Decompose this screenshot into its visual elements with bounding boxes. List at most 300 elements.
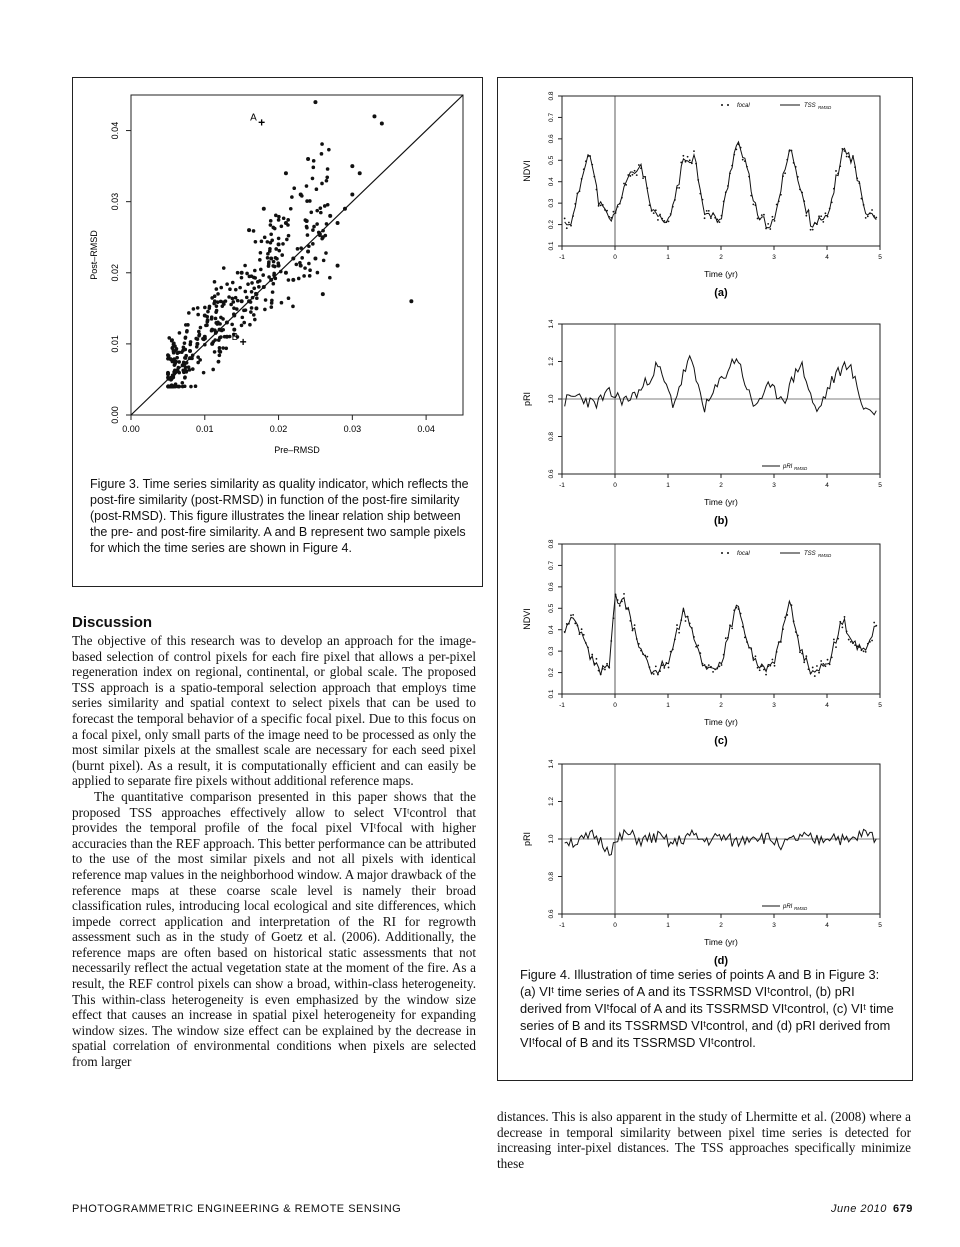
- scatter-point: [177, 385, 181, 389]
- scatter-point: [300, 194, 304, 198]
- panel-label: (a): [714, 287, 728, 299]
- focal-point: [769, 665, 771, 667]
- scatter-point: [302, 274, 306, 278]
- scatter-point: [253, 276, 257, 280]
- scatter-point: [315, 187, 319, 191]
- scatter-point: [308, 199, 312, 203]
- scatter-point: [326, 167, 330, 171]
- discussion-paragraph-2: The quantitative comparison presented in this paper shows that the proposed TSS approaches effectively allow to select VIᵗcontrol that provides the temporal profile of the focal pixel VIᵗfocal with higher accuracies than the REF approach. This better performance can be attributed to the use of the most similar pixels and not all pixels with identical reference map values in the neighborhood window. A major drawback of the reference maps at these coarse scale level is namely their broad classification rules, introducing local ecological and site differences, which impede correct application and interpretation of the RI for regrowth assessment such as in the study of Goetz et al. (2006). Additionally, the reference maps are often based on historical static assessments that not necessarily reflect the actual vegetation state at the moment of the fire. As a result, the REF control pixels can show a broad, within-class heterogeneity. This within-class heterogeneity is even emphasized by the window size effect that causes an increase in spatial pixel heterogeneity for expanding window sizes. The window size effect can be explained by the decrease in spatial correlation of environmental conditions when pixels are selected from larger: [72, 788, 476, 1070]
- focal-point: [585, 642, 587, 644]
- scatter-point: [285, 238, 289, 242]
- y-tick-label: 1.2: [548, 796, 555, 807]
- focal-point: [723, 654, 725, 656]
- scatter-point: [167, 354, 171, 358]
- focal-point: [649, 666, 651, 668]
- x-tick-label: 4: [825, 702, 829, 709]
- focal-point: [727, 637, 729, 639]
- focal-point: [784, 172, 786, 174]
- scatter-point: [271, 290, 275, 294]
- scatter-point: [219, 350, 223, 354]
- x-tick-label: 2: [719, 482, 723, 489]
- scatter-point: [173, 349, 177, 353]
- focal-point: [744, 160, 746, 162]
- scatter-point: [253, 269, 257, 273]
- focal-point: [750, 195, 752, 197]
- x-tick-label: 0.00: [122, 424, 140, 434]
- scatter-point: [289, 207, 293, 211]
- focal-point: [861, 198, 863, 200]
- focal-point: [829, 663, 831, 665]
- scatter-point: [270, 238, 274, 242]
- focal-point: [682, 155, 684, 157]
- scatter-point: [184, 323, 188, 327]
- focal-point: [568, 222, 570, 224]
- focal-point: [786, 159, 788, 161]
- focal-point: [636, 638, 638, 640]
- left-column-text: [72, 633, 476, 1070]
- series-line-pri_rmsd: [565, 829, 877, 855]
- scatter-point: [177, 360, 181, 364]
- focal-point: [678, 632, 680, 634]
- focal-point: [596, 658, 598, 660]
- focal-point: [604, 669, 606, 671]
- focal-point: [602, 668, 604, 670]
- scatter-point: [196, 313, 200, 317]
- scatter-point: [225, 321, 229, 325]
- focal-point: [693, 150, 695, 152]
- focal-point: [653, 673, 655, 675]
- annotation-marker: +: [239, 335, 247, 350]
- scatter-point: [224, 346, 228, 350]
- focal-point: [805, 215, 807, 217]
- focal-point: [867, 216, 869, 218]
- focal-point: [757, 667, 759, 669]
- x-tick-label: 3: [772, 702, 776, 709]
- scatter-point: [380, 121, 384, 125]
- scatter-point: [325, 179, 329, 183]
- focal-point: [873, 622, 875, 624]
- focal-point: [663, 220, 665, 222]
- figure-4-panel-b: [498, 306, 912, 531]
- scatter-point: [169, 358, 173, 362]
- focal-point: [574, 623, 576, 625]
- focal-point: [731, 628, 733, 630]
- focal-point: [820, 215, 822, 217]
- scatter-point: [214, 310, 218, 314]
- focal-point: [666, 221, 668, 223]
- scatter-point: [218, 346, 222, 350]
- focal-point: [837, 173, 839, 175]
- focal-point: [805, 655, 807, 657]
- focal-point: [568, 623, 570, 625]
- x-tick-label: -1: [559, 482, 565, 489]
- y-tick-label: 1.4: [548, 759, 555, 769]
- focal-point: [697, 645, 699, 647]
- scatter-point: [192, 307, 196, 311]
- legend-pri-label: pRI: [783, 904, 793, 910]
- focal-point: [682, 610, 684, 612]
- scatter-point: [284, 171, 288, 175]
- focal-point: [699, 652, 701, 654]
- focal-point: [776, 651, 778, 653]
- x-tick-label: -1: [559, 702, 565, 709]
- focal-point: [621, 197, 623, 199]
- focal-point: [803, 661, 805, 663]
- scatter-point: [174, 385, 178, 389]
- scatter-point: [320, 152, 324, 156]
- scatter-point: [280, 301, 284, 305]
- focal-point: [615, 212, 617, 214]
- scatter-point: [254, 292, 258, 296]
- focal-point: [598, 670, 600, 672]
- scatter-point: [315, 209, 319, 213]
- scatter-point: [214, 331, 218, 335]
- scatter-point: [251, 296, 255, 300]
- annotation-label-a: A: [250, 112, 257, 124]
- focal-point: [769, 228, 771, 230]
- y-tick-label: 0.5: [548, 155, 555, 165]
- scatter-point: [173, 372, 177, 376]
- scatter-point: [308, 268, 312, 272]
- scatter-point: [277, 242, 281, 246]
- focal-point: [738, 608, 740, 610]
- scatter-point: [256, 280, 260, 284]
- scatter-point: [303, 266, 307, 270]
- scatter-point: [213, 338, 217, 342]
- focal-point: [767, 223, 769, 225]
- focal-point: [661, 664, 663, 666]
- scatter-point: [228, 287, 232, 291]
- scatter-point: [215, 287, 219, 291]
- focal-point: [608, 216, 610, 218]
- focal-point: [784, 616, 786, 618]
- scatter-point: [328, 276, 332, 280]
- legend-focal-label: focal: [737, 551, 750, 557]
- focal-point: [848, 639, 850, 641]
- legend-pri-subscript: RMSD: [794, 906, 808, 911]
- scatter-point: [290, 195, 294, 199]
- figure-4-panel-d: [498, 746, 912, 971]
- focal-point: [729, 173, 731, 175]
- focal-point: [712, 213, 714, 215]
- y-axis-label: Post–RMSD: [89, 230, 99, 280]
- scatter-point: [313, 257, 317, 261]
- scatter-point: [313, 100, 317, 104]
- focal-point: [856, 645, 858, 647]
- figure-3-box: [72, 77, 483, 587]
- scatter-point: [177, 366, 181, 370]
- focal-point: [788, 150, 790, 152]
- scatter-point: [213, 350, 217, 354]
- x-tick-label: 5: [878, 482, 882, 489]
- focal-point: [755, 655, 757, 657]
- y-tick-label: 0.2: [548, 220, 555, 230]
- scatter-point: [190, 357, 194, 361]
- scatter-point: [286, 218, 290, 222]
- scatter-point: [241, 316, 245, 320]
- x-tick-label: 3: [772, 254, 776, 261]
- scatter-point: [350, 193, 354, 197]
- x-tick-label: 5: [878, 922, 882, 929]
- scatter-point: [185, 329, 189, 333]
- scatter-point: [264, 298, 268, 302]
- focal-point: [702, 663, 704, 665]
- focal-point: [725, 637, 727, 639]
- focal-point: [740, 147, 742, 149]
- focal-point: [865, 651, 867, 653]
- y-tick-label: 1.0: [548, 394, 555, 404]
- focal-point: [640, 650, 642, 652]
- focal-point: [564, 631, 566, 633]
- focal-point: [871, 640, 873, 642]
- scatter-point: [255, 296, 259, 300]
- scatter-point: [266, 240, 270, 244]
- focal-point: [723, 201, 725, 203]
- legend-focal-marker: [721, 104, 723, 106]
- focal-point: [608, 667, 610, 669]
- focal-point: [712, 671, 714, 673]
- legend-focal-marker: [727, 552, 729, 554]
- discussion-paragraph-1: The objective of this research was to develop an approach for the image-based selection of control pixels for each fire pixel that allows a per-pixel regeneration index on regional, continental, or global scale. The proposed TSS approach is a spatio-temporal selection approach that employs time series similarity and spatial context to select pixels that can be used to forecast the temporal behavior of a specific focal pixel. Due to this focus on a focal pixel, only small parts of the image need to be processed as only the most similar pixels at the smallest scale are necessary for each seed pixel (burnt pixel). As a result, it is computationally efficient and can easily be applied to separate fire pixels without additional reference maps.: [72, 633, 476, 789]
- focal-point: [772, 659, 774, 661]
- focal-point: [825, 212, 827, 214]
- focal-point: [833, 188, 835, 190]
- focal-point: [850, 160, 852, 162]
- scatter-point: [210, 317, 214, 321]
- panel-label: (d): [713, 955, 729, 967]
- scatter-point: [195, 345, 199, 349]
- x-tick-label: 1: [666, 482, 670, 489]
- scatter-point: [248, 275, 252, 279]
- focal-point: [816, 223, 818, 225]
- scatter-point: [328, 214, 332, 218]
- scatter-point: [305, 184, 309, 188]
- scatter-point: [191, 367, 195, 371]
- scatter-point: [358, 171, 362, 175]
- focal-point: [746, 641, 748, 643]
- focal-point: [772, 216, 774, 218]
- focal-point: [680, 162, 682, 164]
- focal-point: [776, 204, 778, 206]
- scatter-point: [216, 321, 220, 325]
- scatter-point: [216, 292, 220, 296]
- scatter-point: [189, 385, 193, 389]
- scatter-point: [321, 229, 325, 233]
- x-tick-label: 3: [772, 482, 776, 489]
- scatter-point: [242, 309, 246, 313]
- focal-point: [755, 204, 757, 206]
- scatter-point: [274, 256, 278, 260]
- focal-point: [680, 619, 682, 621]
- focal-point: [850, 641, 852, 643]
- scatter-point: [223, 335, 227, 339]
- scatter-point: [270, 301, 274, 305]
- focal-point: [793, 620, 795, 622]
- focal-point: [623, 593, 625, 595]
- scatter-point: [252, 287, 256, 291]
- scatter-point: [167, 336, 171, 340]
- scatter-point: [272, 282, 276, 286]
- scatter-point: [311, 242, 315, 246]
- scatter-point: [266, 252, 270, 256]
- focal-point: [822, 663, 824, 665]
- focal-point: [708, 210, 710, 212]
- focal-point: [782, 175, 784, 177]
- scatter-point: [281, 242, 285, 246]
- scatter-point: [257, 285, 261, 289]
- scatter-point: [298, 261, 302, 265]
- focal-point: [742, 159, 744, 161]
- scatter-point: [270, 305, 274, 309]
- scatter-point: [277, 218, 281, 222]
- focal-point: [827, 659, 829, 661]
- x-tick-label: 0: [613, 254, 617, 261]
- scatter-point: [259, 251, 263, 255]
- focal-point: [797, 176, 799, 178]
- scatter-point: [350, 164, 354, 168]
- focal-point: [659, 214, 661, 216]
- scatter-point: [322, 259, 326, 263]
- scatter-point: [174, 360, 178, 364]
- scatter-point: [311, 228, 315, 232]
- focal-point: [846, 156, 848, 158]
- scatter-point: [274, 247, 278, 251]
- focal-point: [869, 641, 871, 643]
- focal-point: [710, 217, 712, 219]
- focal-point: [827, 216, 829, 218]
- x-tick-label: 0.04: [417, 424, 435, 434]
- y-tick-label: 0.8: [548, 871, 555, 882]
- scatter-point: [268, 247, 272, 251]
- y-tick-label: 0.6: [548, 582, 555, 592]
- figure-3-caption: Figure 3. Time series similarity as quality indicator, which reflects the post-fire similarity (post-RMSD) in function of the post-fire similarity (post-RMSD). This figure illustrates the linear relation ship between the pre- and post-fire similarity. A and B represent two sample pixels for which the time series are shown in Figure 4.: [90, 477, 469, 555]
- focal-point: [763, 669, 765, 671]
- footer-journal: PHOTOGRAMMETRIC ENGINEERING & REMOTE SENSING: [72, 1203, 402, 1215]
- scatter-point: [336, 221, 340, 225]
- scatter-point: [225, 282, 229, 286]
- scatter-point: [291, 257, 295, 261]
- focal-point: [863, 204, 865, 206]
- focal-point: [725, 191, 727, 193]
- y-axis-label: pRI: [522, 831, 532, 847]
- focal-point: [627, 174, 629, 176]
- scatter-point: [307, 262, 311, 266]
- scatter-point: [183, 375, 187, 379]
- x-axis-label: Time (yr): [704, 269, 738, 279]
- x-tick-label: 0.03: [343, 424, 362, 434]
- focal-point: [841, 148, 843, 150]
- y-tick-label: 0.04: [110, 121, 120, 140]
- focal-point: [808, 210, 810, 212]
- scatter-point: [306, 249, 310, 253]
- scatter-point: [201, 337, 205, 341]
- x-tick-label: 0: [613, 922, 617, 929]
- scatter-point: [222, 266, 226, 270]
- scatter-point: [277, 215, 281, 219]
- scatter-point: [262, 207, 266, 211]
- scatter-point: [214, 317, 218, 321]
- scatter-point: [183, 384, 187, 388]
- scatter-point: [309, 211, 313, 215]
- x-tick-label: 1: [666, 254, 670, 261]
- focal-point: [666, 662, 668, 664]
- scatter-point: [216, 300, 220, 304]
- scatter-point: [245, 272, 249, 276]
- focal-point: [735, 607, 737, 609]
- scatter-point: [238, 286, 242, 290]
- focal-point: [574, 203, 576, 205]
- scatter-point: [312, 159, 316, 163]
- x-tick-label: -1: [559, 254, 565, 261]
- x-axis-label: Time (yr): [704, 717, 738, 727]
- focal-point: [733, 154, 735, 156]
- scatter-point: [208, 305, 212, 309]
- focal-point: [780, 194, 782, 196]
- focal-point: [606, 210, 608, 212]
- scatter-point: [236, 271, 240, 275]
- figure-4-caption: Figure 4. Illustration of time series of points A and B in Figure 3: (a) VIᵗ time series of A and its TSSRMSD VIᵗcontrol, (b) pRI derived from VIᵗfocal of A and its TSSRMSD VIᵗcontrol, (c) VIᵗ time series of B and its TSSRMSD VIᵗcontrol, and (d) pRI derived from VIᵗfocal of B and its TSSRMSD VIᵗcontrol.: [520, 967, 894, 1050]
- focal-point: [825, 665, 827, 667]
- scatter-point: [305, 219, 309, 223]
- focal-point: [820, 660, 822, 662]
- focal-point: [856, 177, 858, 179]
- focal-point: [765, 674, 767, 676]
- scatter-point: [203, 343, 207, 347]
- scatter-point: [267, 275, 271, 279]
- focal-point: [699, 193, 701, 195]
- focal-point: [591, 164, 593, 166]
- scatter-point: [234, 288, 238, 292]
- x-tick-label: 4: [825, 922, 829, 929]
- focal-point: [706, 210, 708, 212]
- x-tick-label: 0.02: [269, 424, 288, 434]
- scatter-point: [324, 234, 328, 238]
- scatter-point: [272, 260, 276, 264]
- scatter-point: [181, 381, 185, 385]
- focal-point: [576, 193, 578, 195]
- focal-point: [742, 626, 744, 628]
- focal-point: [674, 638, 676, 640]
- scatter-point: [221, 317, 225, 321]
- focal-point: [687, 616, 689, 618]
- focal-point: [863, 650, 865, 652]
- focal-point: [763, 214, 765, 216]
- legend-tss-subscript: RMSD: [818, 105, 832, 110]
- focal-point: [646, 187, 648, 189]
- focal-point: [627, 609, 629, 611]
- y-tick-label: 0.1: [548, 241, 555, 251]
- focal-point: [702, 199, 704, 201]
- focal-point: [583, 168, 585, 170]
- scatter-point: [171, 346, 175, 350]
- figure-3-scatter: [73, 78, 482, 473]
- focal-point: [593, 176, 595, 178]
- scatter-point: [300, 256, 304, 260]
- focal-point: [835, 646, 837, 648]
- focal-point: [685, 620, 687, 622]
- focal-point: [689, 623, 691, 625]
- x-axis-label: Pre–RMSD: [274, 445, 320, 455]
- legend-tss-label: TSS: [804, 103, 816, 109]
- scatter-point: [254, 240, 258, 244]
- scatter-point: [240, 324, 244, 328]
- focal-point: [814, 675, 816, 677]
- focal-point: [801, 653, 803, 655]
- scatter-point: [218, 354, 222, 358]
- scatter-point: [210, 329, 214, 333]
- scatter-point: [305, 226, 309, 230]
- focal-point: [623, 183, 625, 185]
